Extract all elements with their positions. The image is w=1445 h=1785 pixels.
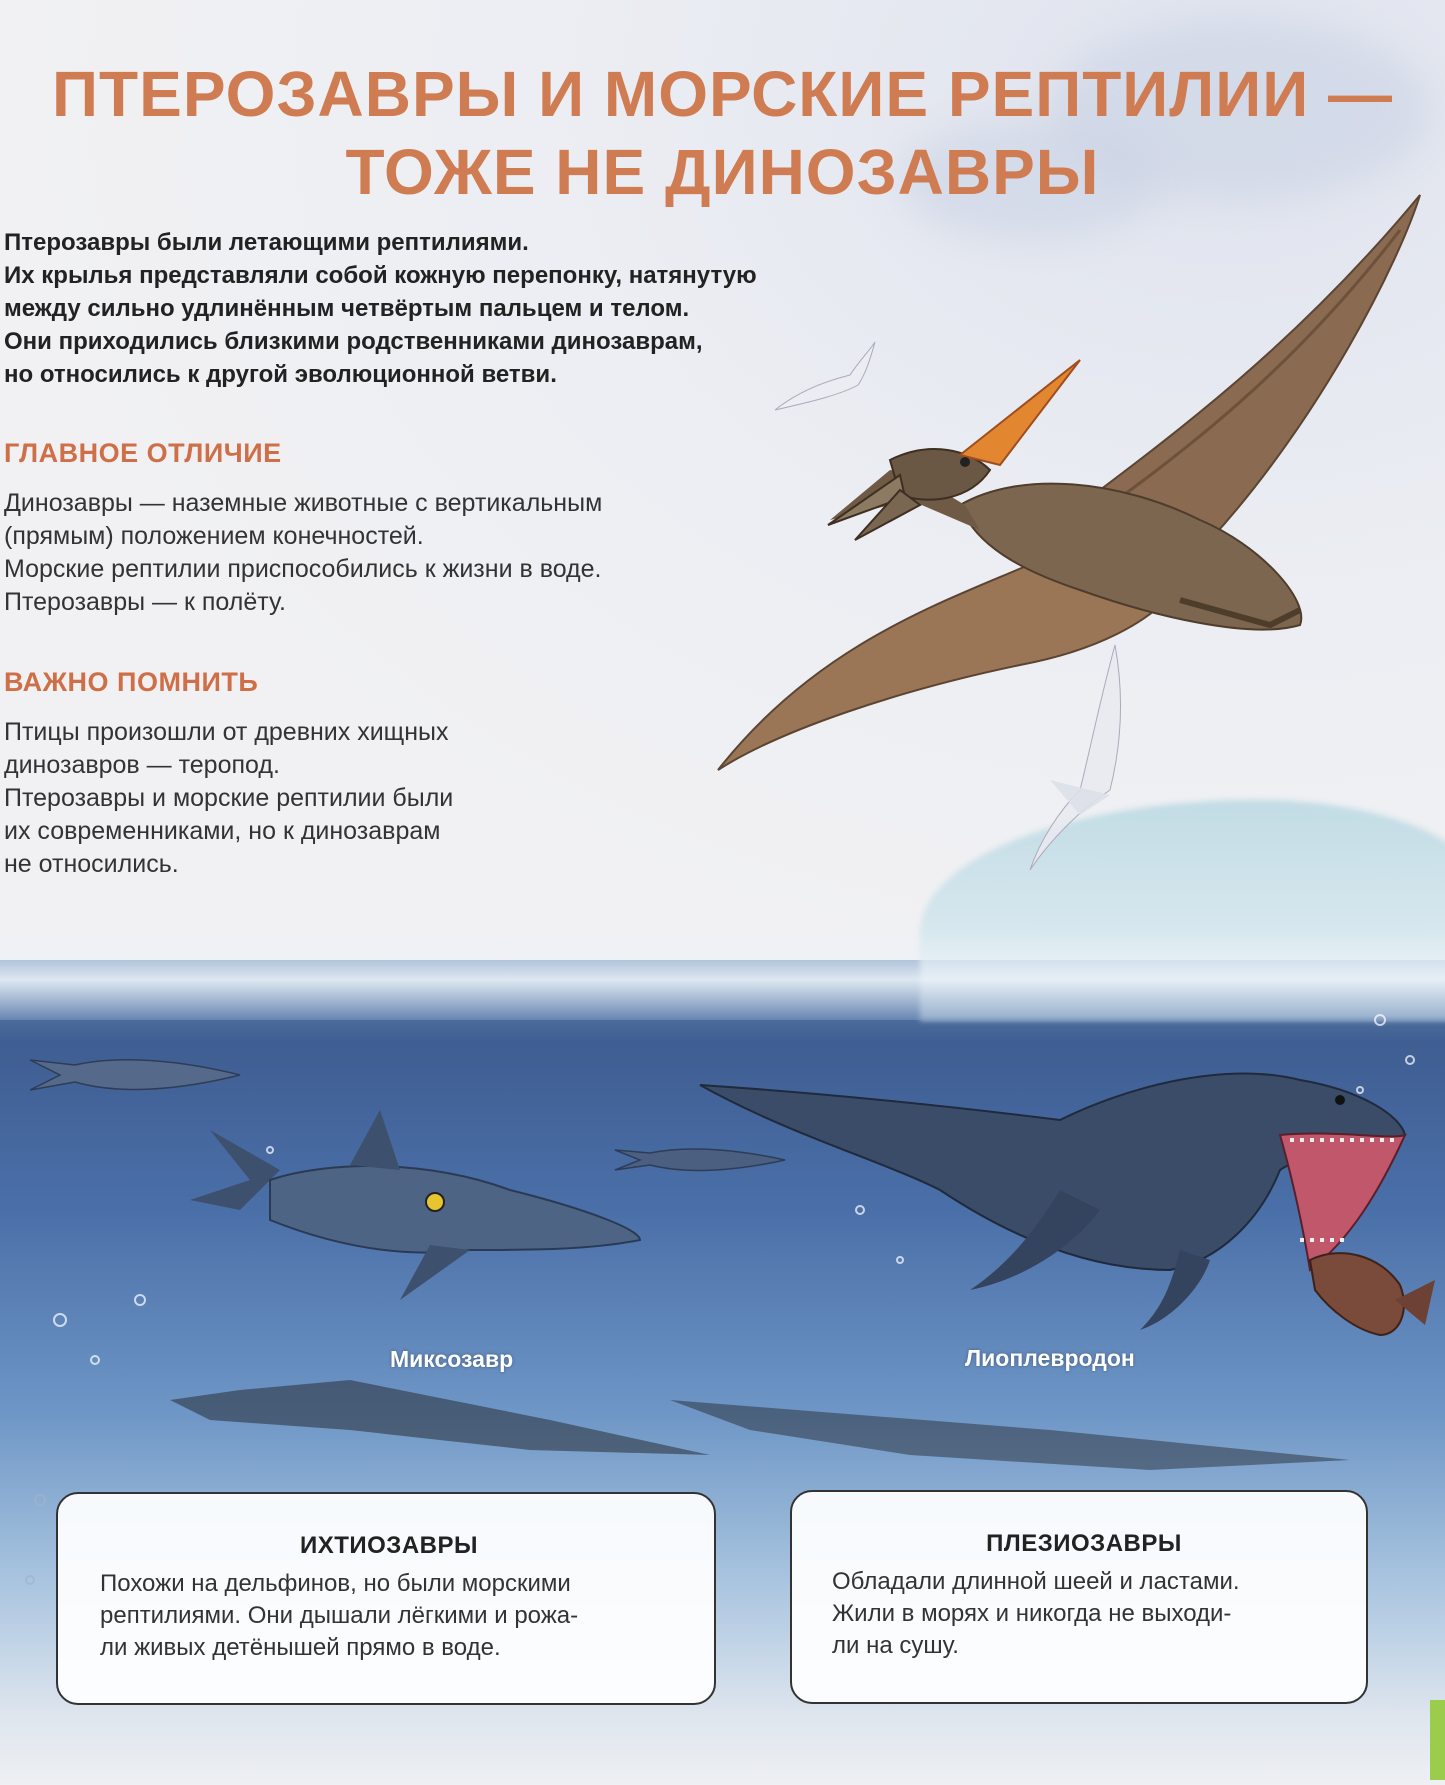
plesiosaurs-card	[790, 1490, 1368, 1704]
card-text: Обладали длинной шеей и ластами. Жили в морях и никогда не выходи- ли на сушу.	[832, 1568, 1240, 1659]
remember-text: Птицы произошли от древних хищных динозавров — теропод. Птерозавры и морские рептилии были их современниками, но к динозаврам не относились.	[4, 718, 454, 878]
distant-pterosaur-2	[1020, 640, 1130, 870]
title-line-2: ТОЖЕ НЕ ДИНОЗАВРЫ	[345, 136, 1100, 208]
page-edge-tab	[1430, 1700, 1445, 1780]
card-title: ИХТИОЗАВРЫ	[299, 1532, 479, 1559]
card-title: ПЛЕЗИОЗАВРЫ	[986, 1530, 1182, 1557]
ichthyosaurs-card	[56, 1492, 716, 1705]
intro-text: Птерозавры были летающими рептилиями. Их крылья представляли собой кожную перепонку, натянутую между сильно удлинённым четвёртым пальцем и телом. Они приходились близкими родственниками динозаврам, но относились к другой эволюционной ветви.	[4, 229, 757, 388]
main-difference-heading: ГЛАВНОЕ ОТЛИЧИЕ	[4, 438, 282, 468]
card-text: Похожи на дельфинов, но были морскими рептилиями. Они дышали лёгкими и рожа- ли живых детёнышей прямо в воде.	[100, 1570, 579, 1661]
title-line-1: ПТЕРОЗАВРЫ И МОРСКИЕ РЕПТИЛИИ —	[52, 58, 1393, 130]
mixosaurus-label: Миксозавр	[390, 1346, 514, 1372]
liopleurodon-label: Лиоплевродон	[965, 1345, 1135, 1371]
remember-heading: ВАЖНО ПОМНИТЬ	[4, 667, 259, 697]
page-title	[0, 55, 1445, 211]
main-difference-text: Динозавры — наземные животные с вертикальным (прямым) положением конечностей. Морские рептилии приспособились к жизни в воде. Птерозавры — к полёту.	[4, 489, 603, 616]
